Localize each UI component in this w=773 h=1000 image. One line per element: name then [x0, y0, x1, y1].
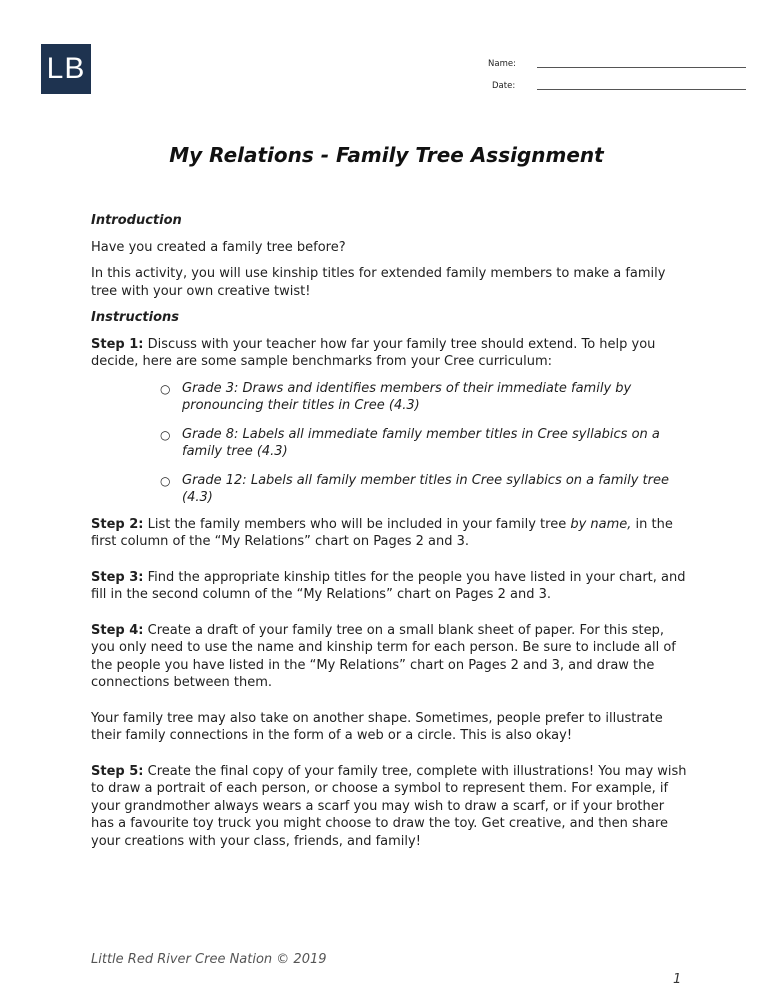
benchmark-item: ○ Grade 12: Labels all family member titles in Cree syllabics on a family tree (4.3): [160, 472, 669, 505]
page-title: My Relations - Family Tree Assignment: [169, 143, 604, 167]
lb-logo: LB: [41, 44, 91, 94]
step-2: Step 2: List the family members who will be included in your family tree by name, in the first column of the “My Relations” chart on Pages 2 and 3.: [91, 516, 673, 549]
shape-note: Your family tree may also take on another shape. Sometimes, people prefer to illustrate their family connections in the form of a web or a circle. This is also okay!: [91, 710, 663, 743]
footer-copyright: Little Red River Cree Nation © 2019: [91, 952, 327, 967]
intro-paragraph-1: Have you created a family tree before?: [91, 239, 346, 255]
name-label: Name:: [488, 59, 516, 69]
name-field-line[interactable]: [537, 67, 746, 68]
page-number: 1: [673, 972, 682, 987]
circle-bullet-icon: ○: [160, 427, 171, 442]
circle-bullet-icon: ○: [160, 381, 171, 396]
step-4-label: Step 4:: [91, 622, 144, 638]
step-1-text: Discuss with your teacher how far your family tree should extend. To help you decide, here are some sample benchmarks from your Cree curriculum:: [91, 336, 656, 369]
step-1-label: Step 1:: [91, 336, 144, 352]
step-5: Step 5: Create the final copy of your family tree, complete with illustrations! You may wish to draw a portrait of each person, or choose a symbol to represent them. For example, if your grandmother always wears a scarf you may wish to draw a scarf, or if your brother has a favourite toy truck you might choose to draw the toy. Get creative, and then share your creations with your class, friends, and family!: [91, 763, 687, 849]
date-field-line[interactable]: [537, 89, 746, 90]
step-3-label: Step 3:: [91, 569, 144, 585]
circle-bullet-icon: ○: [160, 473, 171, 488]
date-label: Date:: [492, 81, 516, 91]
step-2-label: Step 2:: [91, 516, 144, 532]
step-5-label: Step 5:: [91, 763, 144, 779]
intro-paragraph-2: In this activity, you will use kinship titles for extended family members to make a family tree with your own creative twist!: [91, 266, 666, 299]
benchmark-item: ○ Grade 8: Labels all immediate family member titles in Cree syllabics on a family tree (4.3): [160, 426, 660, 459]
benchmark-item: ○ Grade 3: Draws and identifies members of their immediate family by pronouncing their titles in Cree (4.3): [160, 380, 632, 413]
assignment-body: [91, 212, 691, 859]
step-1: [91, 336, 691, 371]
benchmark-list: [91, 380, 691, 507]
introduction-heading: Introduction: [91, 213, 182, 228]
step-4: Step 4: Create a draft of your family tree on a small blank sheet of paper. For this step, you only need to use the name and kinship term for each person. Be sure to include all of the people you have listed in the “My Relations” chart on Pages 2 and 3, and draw the connections between them.: [91, 622, 676, 690]
instructions-heading: Instructions: [91, 310, 180, 325]
step-3: Step 3: Find the appropriate kinship titles for the people you have listed in your chart, and fill in the second column of the “My Relations” chart on Pages 2 and 3.: [91, 569, 686, 602]
